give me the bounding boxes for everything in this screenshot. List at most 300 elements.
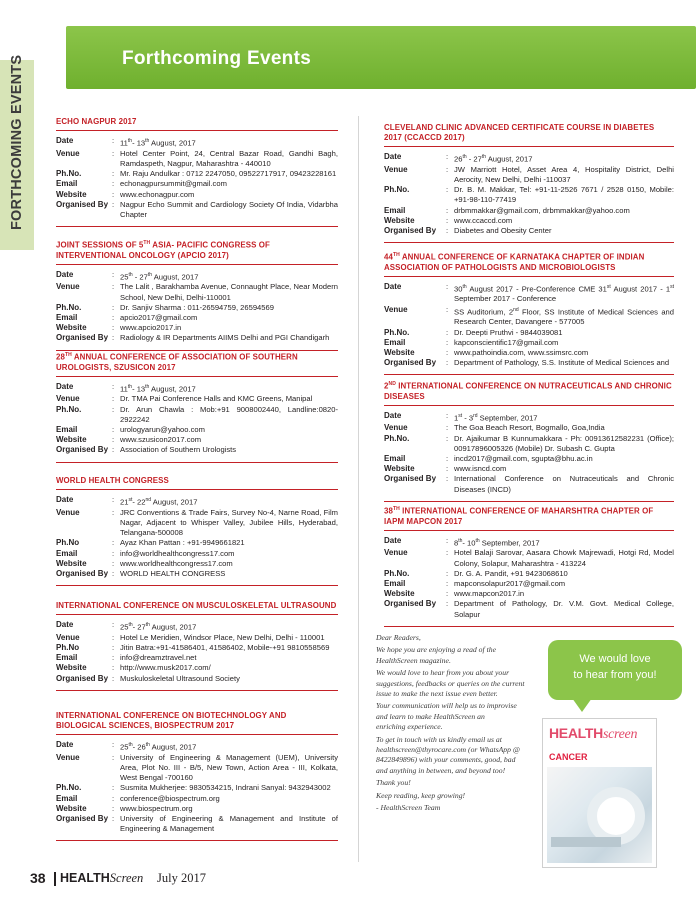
event-detail-row bbox=[384, 536, 674, 549]
detail-value: 11th- 13th August, 2017 bbox=[120, 138, 196, 148]
event-block bbox=[56, 476, 338, 586]
detail-colon: : bbox=[446, 410, 449, 420]
detail-value: www.biospectrum.org bbox=[120, 803, 193, 813]
detail-value: Muskuloskeletal Ultrasound Society bbox=[120, 673, 240, 683]
event-title-rule bbox=[384, 146, 674, 147]
detail-value: www.ccaccd.com bbox=[454, 215, 513, 225]
event-detail-row bbox=[384, 282, 674, 305]
event-detail-row bbox=[384, 216, 674, 226]
event-block bbox=[384, 504, 674, 627]
event-title: ECHO NAGPUR 2017 bbox=[56, 117, 137, 126]
detail-colon: : bbox=[112, 783, 115, 793]
event-detail-row bbox=[56, 179, 338, 189]
event-bottom-rule bbox=[384, 374, 674, 375]
event-detail-row bbox=[56, 804, 338, 814]
detail-label: Date bbox=[56, 740, 74, 749]
detail-label: Venue bbox=[56, 752, 80, 762]
detail-label: Website bbox=[56, 558, 87, 568]
detail-colon: : bbox=[112, 148, 115, 158]
detail-colon: : bbox=[112, 435, 115, 445]
detail-colon: : bbox=[112, 189, 115, 199]
event-title: INTERNATIONAL CONFERENCE ON BIOTECHNOLOGY AND BIOLOGICAL SCIENCES, BIOSPECTRUM 2017 bbox=[56, 711, 287, 730]
event-block bbox=[56, 601, 338, 691]
detail-colon: : bbox=[112, 620, 115, 629]
page-footer bbox=[30, 870, 670, 890]
detail-colon: : bbox=[446, 281, 449, 291]
event-detail-row bbox=[384, 434, 674, 454]
detail-value: kapconscientific17@gmail.com bbox=[454, 337, 559, 347]
detail-label: Ph.No. bbox=[384, 568, 410, 578]
detail-colon: : bbox=[112, 424, 115, 434]
detail-colon: : bbox=[446, 164, 449, 174]
event-title-rule bbox=[56, 376, 338, 377]
detail-label: Email bbox=[56, 179, 78, 189]
detail-value: 26th - 27th August, 2017 bbox=[454, 154, 533, 164]
event-block bbox=[56, 238, 338, 351]
event-detail-row bbox=[56, 394, 338, 404]
event-detail-row bbox=[384, 474, 674, 494]
detail-value: 21st- 22nd August, 2017 bbox=[120, 497, 198, 507]
detail-label: Venue bbox=[56, 148, 80, 158]
event-detail-row bbox=[56, 200, 338, 220]
detail-value: 11th- 13th August, 2017 bbox=[120, 383, 196, 394]
detail-label: Email bbox=[384, 578, 406, 588]
event-block bbox=[56, 711, 338, 841]
detail-label: Ph.No bbox=[56, 642, 80, 652]
detail-colon: : bbox=[446, 215, 449, 225]
detail-label: Venue bbox=[56, 632, 80, 642]
letter-paragraph: Your communication will help us to improvise and learn to make HealthScreen an bbox=[376, 701, 517, 721]
footer-brand: HEALTHScreen bbox=[60, 871, 144, 885]
detail-label: Ph.No. bbox=[384, 327, 410, 337]
detail-label: Organised By bbox=[384, 474, 437, 484]
event-detail-row bbox=[56, 382, 338, 395]
detail-label: Date bbox=[384, 152, 402, 161]
detail-label: Date bbox=[56, 381, 74, 391]
detail-value: www.szusicon2017.com bbox=[120, 435, 202, 445]
event-detail-row bbox=[56, 136, 338, 149]
detail-label: Date bbox=[56, 136, 74, 145]
detail-colon: : bbox=[112, 803, 115, 813]
event-detail-row bbox=[56, 814, 338, 834]
detail-label: Date bbox=[56, 495, 74, 504]
detail-colon: : bbox=[112, 179, 115, 189]
detail-label: Venue bbox=[384, 548, 408, 558]
event-detail-row bbox=[56, 538, 338, 548]
event-detail-row bbox=[56, 495, 338, 508]
event-title-rule bbox=[56, 130, 338, 131]
event-detail-row bbox=[56, 559, 338, 569]
detail-label: Email bbox=[56, 653, 78, 663]
detail-colon: : bbox=[112, 663, 115, 673]
event-block bbox=[384, 250, 674, 375]
detail-label: Date bbox=[384, 281, 402, 291]
event-detail-row bbox=[56, 620, 338, 633]
event-block bbox=[384, 123, 674, 243]
detail-label: Organised By bbox=[56, 813, 109, 823]
detail-colon: : bbox=[446, 358, 449, 368]
event-title-rule bbox=[384, 530, 674, 531]
detail-colon: : bbox=[112, 632, 115, 642]
footer-divider bbox=[54, 872, 56, 886]
event-detail-row bbox=[56, 169, 338, 179]
detail-label: Website bbox=[384, 215, 415, 225]
event-title: 2ND INTERNATIONAL CONFERENCE ON NUTRACEUTICALS AND CHRONIC DISEASES bbox=[384, 381, 672, 401]
detail-label: Date bbox=[56, 269, 74, 279]
detail-label: Website bbox=[56, 435, 87, 445]
detail-colon: : bbox=[112, 653, 115, 663]
detail-value: Dr. Deepti Pruthvi - 9844039081 bbox=[454, 327, 563, 337]
detail-value: JRC Conventions & Trade Fairs, Survey No-4, Narne Road, Film Nagar, Adjacent to Whisper Valley, Jubilee Hills, Hyderabad, Telangana-500008 bbox=[120, 507, 338, 538]
detail-value: info@dreamztravel.net bbox=[120, 653, 197, 663]
detail-colon: : bbox=[112, 394, 115, 404]
event-title-rule bbox=[384, 405, 674, 406]
detail-colon: : bbox=[112, 323, 115, 333]
detail-value: 25th- 26th August, 2017 bbox=[120, 742, 197, 752]
event-detail-row bbox=[56, 313, 338, 323]
event-title-rule bbox=[56, 489, 338, 490]
detail-label: Email bbox=[384, 453, 406, 463]
detail-value: www.worldhealthcongress17.com bbox=[120, 558, 233, 568]
event-title: WORLD HEALTH CONGRESS bbox=[56, 476, 169, 485]
event-title: INTERNATIONAL CONFERENCE ON MUSCULOSKELETAL ULTRASOUND bbox=[56, 601, 337, 610]
detail-label: Organised By bbox=[384, 358, 437, 368]
detail-value: Dr. Sanjiv Sharma : 011-26594759, 26594569 bbox=[120, 302, 274, 312]
event-detail-row bbox=[56, 190, 338, 200]
event-detail-row bbox=[56, 549, 338, 559]
detail-label: Organised By bbox=[56, 199, 109, 209]
detail-colon: : bbox=[112, 740, 115, 749]
detail-colon: : bbox=[112, 169, 115, 179]
event-detail-row bbox=[384, 328, 674, 338]
detail-value: SS Auditorium, 2nd Floor, SS Institute of Medical Sciences and Research Center, Davangere - 577005 bbox=[454, 306, 675, 327]
detail-value: echonagpursummit@gmail.com bbox=[120, 179, 227, 189]
detail-colon: : bbox=[446, 599, 449, 609]
detail-colon: : bbox=[446, 548, 449, 558]
detail-value: www.apcio2017.in bbox=[120, 323, 182, 333]
detail-colon: : bbox=[446, 453, 449, 463]
event-detail-row bbox=[56, 445, 338, 455]
magazine-brand: HEALTHscreen bbox=[549, 725, 638, 742]
detail-value: Dr. TMA Pai Conference Halls and KMC Greens, Manipal bbox=[120, 394, 313, 404]
detail-value: University of Engineering & Management and Institute of Engineering & Management bbox=[120, 813, 338, 834]
detail-colon: : bbox=[112, 813, 115, 823]
detail-label: Ph.No. bbox=[56, 404, 82, 414]
detail-label: Organised By bbox=[56, 568, 109, 578]
detail-colon: : bbox=[112, 558, 115, 568]
event-detail-row bbox=[56, 282, 338, 302]
event-detail-row bbox=[56, 674, 338, 684]
event-detail-row bbox=[56, 425, 338, 435]
detail-value: incd2017@gmail.com, sgupta@bhu.ac.in bbox=[454, 453, 593, 463]
detail-value: JW Marriott Hotel, Asset Area 4, Hospitality District, Delhi Aerocity, New Delhi, Delhi -110037 bbox=[454, 164, 674, 184]
detail-label: Venue bbox=[56, 394, 80, 404]
event-detail-row bbox=[56, 653, 338, 663]
detail-label: Organised By bbox=[384, 599, 437, 609]
event-detail-row bbox=[56, 270, 338, 283]
detail-label: Website bbox=[56, 803, 87, 813]
detail-value: Jitin Batra:+91-41586401, 41586402, Mobile-+91 9810558569 bbox=[120, 642, 330, 652]
magazine-cover bbox=[542, 718, 657, 868]
event-detail-row bbox=[56, 663, 338, 673]
detail-colon: : bbox=[112, 136, 115, 145]
detail-colon: : bbox=[112, 269, 115, 279]
detail-label: Venue bbox=[384, 304, 408, 314]
event-bottom-rule bbox=[384, 501, 674, 502]
detail-label: Email bbox=[56, 793, 78, 803]
detail-label: Website bbox=[384, 464, 415, 474]
detail-colon: : bbox=[112, 445, 115, 455]
speech-bubble bbox=[548, 640, 682, 700]
detail-label: Email bbox=[384, 205, 406, 215]
detail-value: WORLD HEALTH CONGRESS bbox=[120, 568, 226, 578]
detail-value: Dr. Arun Chawla : Mob:+91 9008002440, Landline:0820-2922242 bbox=[120, 404, 338, 424]
detail-colon: : bbox=[112, 495, 115, 504]
detail-colon: : bbox=[446, 205, 449, 215]
detail-value: info@worldhealthcongress17.com bbox=[120, 548, 235, 558]
bubble-line: to hear from you! bbox=[573, 669, 657, 681]
detail-label: Organised By bbox=[56, 333, 109, 343]
detail-value: Department of Pathology, Dr. V.M. Govt. Medical College, Solapur bbox=[454, 599, 674, 619]
event-title: CLEVELAND CLINIC ADVANCED CERTIFICATE COURSE IN DIABETES 2017 (CCACCD 2017) bbox=[384, 123, 655, 142]
detail-label: Website bbox=[384, 347, 415, 357]
event-detail-row bbox=[56, 333, 338, 343]
footer-issue: July 2017 bbox=[157, 871, 206, 885]
event-detail-row bbox=[56, 643, 338, 653]
detail-colon: : bbox=[112, 282, 115, 292]
detail-colon: : bbox=[446, 304, 449, 314]
detail-value: Dr. G. A. Pandit, +91 9423068610 bbox=[454, 568, 568, 578]
detail-colon: : bbox=[112, 793, 115, 803]
detail-label: Website bbox=[56, 323, 87, 333]
event-title-rule bbox=[56, 614, 338, 615]
detail-colon: : bbox=[112, 642, 115, 652]
event-detail-row bbox=[384, 411, 674, 424]
detail-colon: : bbox=[112, 548, 115, 558]
detail-value: 1st - 3rd September, 2017 bbox=[454, 412, 538, 423]
event-detail-row bbox=[384, 423, 674, 433]
detail-colon: : bbox=[112, 199, 115, 209]
detail-value: Hotel Center Point, 24, Central Bazar Road, Gandhi Bagh, Ramdaspeth, Nagpur, Maharashtra - 440010 bbox=[120, 148, 338, 168]
detail-value: The Lalit , Barakhamba Avenue, Connaught Place, Near Modern School, New Delhi, Delhi-110001 bbox=[120, 282, 338, 302]
letter-paragraph: Thank you! bbox=[376, 778, 411, 788]
event-detail-row bbox=[384, 464, 674, 474]
event-title: 38TH INTERNATIONAL CONFERENCE OF MAHARSHTRA CHAPTER OF IAPM MAPCON 2017 bbox=[384, 506, 654, 526]
event-detail-row bbox=[56, 405, 338, 425]
detail-value: Department of Pathology, S.S. Institute of Medical Sciences and bbox=[454, 358, 670, 368]
bubble-line: We would love bbox=[579, 653, 651, 665]
detail-colon: : bbox=[446, 347, 449, 357]
detail-value: http://www.musk2017.com/ bbox=[120, 663, 211, 673]
event-detail-row bbox=[384, 589, 674, 599]
detail-label: Website bbox=[56, 189, 87, 199]
detail-value: Dr. B. M. Makkar, Tel: +91-11-2526 7671 / 2528 0150, Mobile: +91-98-110-77419 bbox=[454, 185, 674, 205]
detail-value: Diabetes and Obesity Center bbox=[454, 225, 552, 235]
detail-label: Venue bbox=[56, 507, 80, 517]
detail-label: Date bbox=[384, 410, 402, 420]
detail-colon: : bbox=[446, 568, 449, 578]
event-title: 44TH ANNUAL CONFERENCE OF KARNATAKA CHAPTER OF INDIAN ASSOCIATION OF PATHOLOGISTS AND MICROBIOLOGISTS bbox=[384, 252, 645, 272]
detail-value: Mr. Raju Andulkar : 0712 2247050, 09522717917, 09423228161 bbox=[120, 169, 337, 179]
detail-colon: : bbox=[112, 312, 115, 322]
event-detail-row bbox=[56, 569, 338, 579]
event-detail-row bbox=[56, 633, 338, 643]
detail-value: International Conference on Nutraceuticals and Chronic Diseases (INCD) bbox=[454, 474, 674, 494]
detail-label: Organised By bbox=[56, 445, 109, 455]
event-detail-row bbox=[384, 454, 674, 464]
detail-colon: : bbox=[112, 538, 115, 548]
event-title: 28TH ANNUAL CONFERENCE OF ASSOCIATION OF SOUTHERN UROLOGISTS, SZUSICON 2017 bbox=[56, 352, 298, 372]
event-block bbox=[56, 350, 338, 463]
section-side-label: FORTHCOMING EVENTS bbox=[9, 54, 25, 230]
detail-label: Email bbox=[56, 312, 78, 322]
detail-colon: : bbox=[446, 185, 449, 195]
event-detail-row bbox=[56, 753, 338, 784]
detail-colon: : bbox=[446, 535, 449, 545]
event-detail-row bbox=[56, 435, 338, 445]
detail-value: apcio2017@gmail.com bbox=[120, 312, 198, 322]
letter-greeting: Dear Readers, bbox=[376, 633, 421, 642]
detail-label: Email bbox=[56, 548, 78, 558]
detail-value: www.echonagpur.com bbox=[120, 189, 195, 199]
detail-colon: : bbox=[112, 673, 115, 683]
detail-value: 25th - 27th August, 2017 bbox=[120, 271, 199, 282]
event-detail-row bbox=[384, 152, 674, 165]
event-detail-row bbox=[384, 206, 674, 216]
letter-signoff: - HealthScreen Team bbox=[376, 803, 441, 813]
detail-colon: : bbox=[112, 302, 115, 312]
scanner-bed-shape bbox=[551, 837, 621, 847]
event-detail-row bbox=[384, 579, 674, 589]
event-detail-row bbox=[56, 508, 338, 539]
magazine-cover-photo bbox=[547, 767, 652, 863]
event-block bbox=[56, 117, 338, 227]
detail-colon: : bbox=[112, 333, 115, 343]
letter-paragraph: To get in touch with us kindly email us at healthscreen@thyrocare.com (or WhatsApp @ 8422849896) with your comments, good, bad and anything in between, and beyond too! bbox=[376, 734, 520, 775]
event-detail-row bbox=[384, 358, 674, 368]
detail-label: Venue bbox=[384, 164, 408, 174]
detail-label: Email bbox=[56, 424, 78, 434]
detail-colon: : bbox=[112, 568, 115, 578]
detail-label: Ph.No. bbox=[56, 302, 82, 312]
detail-colon: : bbox=[446, 423, 449, 433]
detail-value: www.isncd.com bbox=[454, 464, 507, 474]
detail-value: University of Engineering & Management (UEM), University Area, Plot No. III - B/5, New Town, Action Area - III, Kolkata, West Bengal -700160 bbox=[120, 752, 338, 783]
event-detail-row bbox=[56, 794, 338, 804]
detail-value: Ayaz Khan Pattan : +91-9949661821 bbox=[120, 538, 245, 548]
detail-label: Venue bbox=[384, 423, 408, 433]
detail-label: Email bbox=[384, 337, 406, 347]
detail-value: Hotel Balaji Sarovar, Aasara Chowk Majrewadi, Hotgi Rd, Model Colony, Solapur, Maharashtra - 413224 bbox=[454, 548, 674, 568]
detail-value: 25th- 27th August, 2017 bbox=[120, 622, 197, 632]
column-divider bbox=[358, 116, 359, 862]
event-detail-row bbox=[56, 303, 338, 313]
detail-label: Organised By bbox=[56, 673, 109, 683]
page-number: 38 bbox=[30, 870, 46, 886]
detail-colon: : bbox=[446, 327, 449, 337]
event-bottom-rule bbox=[56, 840, 338, 841]
detail-colon: : bbox=[112, 404, 115, 414]
event-title-rule bbox=[56, 734, 338, 735]
bubble-text bbox=[548, 651, 682, 683]
detail-label: Organised By bbox=[384, 225, 437, 235]
detail-colon: : bbox=[446, 578, 449, 588]
letter-paragraph: Keep reading, keep growing! bbox=[376, 790, 466, 800]
detail-value: Hotel Le Meridien, Windsor Place, New Delhi, Delhi - 110001 bbox=[120, 632, 325, 642]
detail-label: Website bbox=[384, 589, 415, 599]
detail-value: Association of Southern Urologists bbox=[120, 445, 237, 455]
detail-value: conference@biospectrum.org bbox=[120, 793, 220, 803]
event-detail-row bbox=[384, 185, 674, 205]
detail-value: www.pathoindia.com, www.ssimsrc.com bbox=[454, 347, 589, 357]
detail-colon: : bbox=[446, 589, 449, 599]
detail-colon: : bbox=[112, 752, 115, 762]
event-detail-row bbox=[384, 226, 674, 236]
event-detail-row bbox=[56, 740, 338, 753]
event-detail-row bbox=[384, 599, 674, 619]
event-title-rule bbox=[384, 276, 674, 277]
detail-colon: : bbox=[446, 152, 449, 161]
detail-label: Date bbox=[56, 620, 74, 629]
letter-paragraph: enriching experience. bbox=[376, 722, 443, 732]
event-detail-row bbox=[384, 165, 674, 185]
detail-value: Radiology & IR Departments AIIMS Delhi and PGI Chandigarh bbox=[120, 333, 330, 343]
detail-value: drbmmakkar@gmail.com, drbmmakkar@yahoo.com bbox=[454, 205, 630, 215]
detail-label: Website bbox=[56, 663, 87, 673]
event-bottom-rule bbox=[56, 690, 338, 691]
event-bottom-rule bbox=[56, 462, 338, 463]
detail-colon: : bbox=[446, 464, 449, 474]
detail-colon: : bbox=[112, 507, 115, 517]
event-detail-row bbox=[384, 305, 674, 328]
detail-value: 30th August 2017 - Pre-Conference CME 31st August 2017 - 1st September 2017 - Conference bbox=[454, 283, 674, 304]
detail-value: Susmita Mukherjee: 9830534215, Indrani Sanyal: 9432943002 bbox=[120, 783, 331, 793]
detail-value: mapconsolapur2017@gmail.com bbox=[454, 578, 566, 588]
detail-label: Ph.No. bbox=[56, 783, 82, 793]
event-detail-row bbox=[384, 548, 674, 568]
event-title-rule bbox=[56, 264, 338, 265]
detail-label: Ph.No. bbox=[384, 185, 410, 195]
detail-value: The Goa Beach Resort, Bogmallo, Goa,India bbox=[454, 423, 605, 433]
event-bottom-rule bbox=[56, 226, 338, 227]
detail-label: Ph.No bbox=[56, 538, 80, 548]
detail-colon: : bbox=[446, 225, 449, 235]
magazine-cover-word: CANCER bbox=[549, 752, 588, 762]
event-detail-row bbox=[384, 569, 674, 579]
detail-label: Date bbox=[384, 535, 402, 545]
detail-value: Dr. Ajaikumar B Kunnumakkara - Ph: 00913612582231 (Office); 00917896005326 (Mobile) Dr. Subash C. Gupta bbox=[454, 433, 674, 453]
event-bottom-rule bbox=[56, 585, 338, 586]
section-banner bbox=[66, 26, 696, 89]
detail-value: urologyarun@yahoo.com bbox=[120, 424, 205, 434]
reader-letter bbox=[376, 633, 526, 816]
detail-value: 8th- 10th September, 2017 bbox=[454, 537, 540, 548]
event-detail-row bbox=[384, 338, 674, 348]
event-detail-row bbox=[56, 323, 338, 333]
detail-value: Nagpur Echo Summit and Cardiology Society Of India, Vidarbha Chapter bbox=[120, 199, 338, 219]
event-detail-row bbox=[384, 348, 674, 358]
detail-label: Ph.No. bbox=[56, 169, 82, 179]
event-bottom-rule bbox=[384, 626, 674, 627]
event-block bbox=[384, 379, 674, 502]
banner-title: Forthcoming Events bbox=[122, 48, 312, 69]
detail-value: www.mapcon2017.in bbox=[454, 589, 525, 599]
detail-colon: : bbox=[446, 337, 449, 347]
detail-colon: : bbox=[446, 433, 449, 443]
event-bottom-rule bbox=[384, 242, 674, 243]
event-detail-row bbox=[56, 149, 338, 169]
event-detail-row bbox=[56, 783, 338, 793]
